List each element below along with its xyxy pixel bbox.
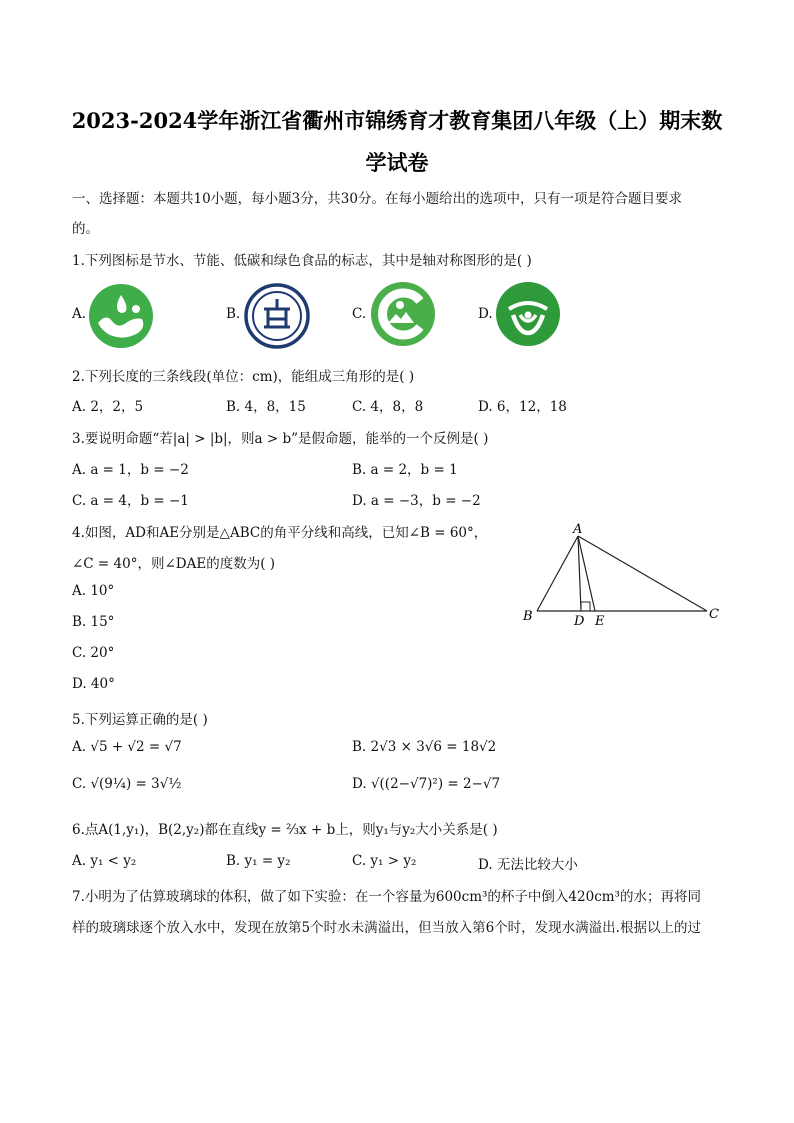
vertex-label-c: C bbox=[709, 607, 719, 622]
q2-option-b: B. 4，8，15 bbox=[226, 399, 306, 415]
q2-option-d: D. 6，12，18 bbox=[478, 399, 567, 415]
triangle-figure bbox=[515, 518, 730, 633]
segment-ab bbox=[537, 536, 578, 611]
q5-option-c-prefix: C. bbox=[72, 776, 87, 792]
q1-option-b-label: B. bbox=[226, 306, 241, 322]
q4-stem-line1: 4.如图，AD和AE分别是△ABC的角平分线和高线，已知∠B = 60°， bbox=[72, 525, 488, 541]
q3-option-d: D. a = −3，b = −2 bbox=[352, 493, 481, 509]
q2-stem: 2.下列长度的三条线段(单位：cm)，能组成三角形的是( ) bbox=[72, 369, 415, 385]
q7-line1: 7.小明为了估算玻璃球的体积，做了如下实验：在一个容量为600cm³的杯子中倒入420cm³的水；再将同 bbox=[72, 889, 701, 905]
q5-option-d bbox=[352, 776, 500, 792]
exam-title-line1: 2023-2024学年浙江省衢州市锦绣育才教育集团八年级（上）期末数 bbox=[71, 108, 723, 133]
q5-option-c bbox=[72, 776, 181, 792]
q7-line2: 样的玻璃球逐个放入水中，发现在放第5个时水未满溢出，但当放入第6个时，发现水满溢出.根据以上的过 bbox=[72, 920, 701, 936]
segment-ac bbox=[578, 536, 707, 611]
q1-option-a-label: A. bbox=[72, 306, 87, 322]
q1-option-d-label: D. bbox=[478, 306, 493, 322]
q5-option-b-expr: 2√3 × 3√6 = 18√2 bbox=[370, 739, 497, 755]
q4-stem-line2: ∠C = 40°，则∠DAE的度数为( ) bbox=[72, 556, 276, 572]
q2-option-a: A. 2，2，5 bbox=[72, 399, 144, 415]
green-food-logo-icon bbox=[495, 281, 561, 347]
q5-option-d-expr: √((2−√7)²) = 2−√7 bbox=[370, 776, 501, 792]
q6-option-c: C. y₁ > y₂ bbox=[352, 853, 417, 869]
point-label-e: E bbox=[595, 614, 605, 629]
q3-option-c: C. a = 4，b = −1 bbox=[72, 493, 189, 509]
q5-option-d-prefix: D. bbox=[352, 776, 367, 792]
q4-option-b: B. 15° bbox=[72, 614, 115, 630]
q5-option-a-expr: √5 + √2 = √7 bbox=[90, 739, 182, 755]
vertex-label-a: A bbox=[573, 522, 583, 537]
water-saving-logo-icon bbox=[88, 283, 154, 349]
q3-stem: 3.要说明命题“若|a| > |b|，则a > b”是假命题，能举的一个反例是( ) bbox=[72, 431, 489, 447]
q5-stem: 5.下列运算正确的是( ) bbox=[72, 712, 208, 728]
q5-option-c-expr: √(9¼) = 3√½ bbox=[90, 776, 182, 792]
q5-option-b-prefix: B. bbox=[352, 739, 367, 755]
right-angle-mark bbox=[581, 602, 590, 611]
q1-stem: 1.下列图标是节水、节能、低碳和绿色食品的标志，其中是轴对称图形的是( ) bbox=[72, 253, 532, 269]
q4-option-a: A. 10° bbox=[72, 583, 115, 599]
low-carbon-logo-icon bbox=[370, 281, 436, 347]
energy-saving-logo-icon bbox=[244, 283, 310, 349]
q3-option-a: A. a = 1，b = −2 bbox=[72, 462, 189, 478]
q5-option-a-prefix: A. bbox=[72, 739, 87, 755]
vertex-label-b: B bbox=[523, 609, 533, 624]
q2-option-c: C. 4，8，8 bbox=[352, 399, 424, 415]
q6-stem: 6.点A(1,y₁)，B(2,y₂)都在直线y = ⅔x + b上，则y₁与y₂大小关系是( ) bbox=[72, 822, 498, 838]
q3-option-b: B. a = 2，b = 1 bbox=[352, 462, 458, 478]
section1-intro-line2: 的。 bbox=[72, 221, 99, 237]
q4-option-c: C. 20° bbox=[72, 645, 115, 661]
section1-intro-line1: 一、选择题：本题共10小题，每小题3分，共30分。在每小题给出的选项中，只有一项是符合题目要求 bbox=[72, 191, 682, 207]
exam-title-line2: 学试卷 bbox=[365, 150, 429, 175]
q4-option-d: D. 40° bbox=[72, 676, 115, 692]
q6-option-d: D. 无法比较大小 bbox=[478, 857, 578, 873]
q5-option-a bbox=[72, 739, 182, 755]
q5-option-b bbox=[352, 739, 496, 755]
point-label-d: D bbox=[574, 614, 585, 629]
q6-option-b: B. y₁ = y₂ bbox=[226, 853, 291, 869]
q1-option-c-label: C. bbox=[352, 306, 367, 322]
q6-option-a: A. y₁ < y₂ bbox=[72, 853, 137, 869]
